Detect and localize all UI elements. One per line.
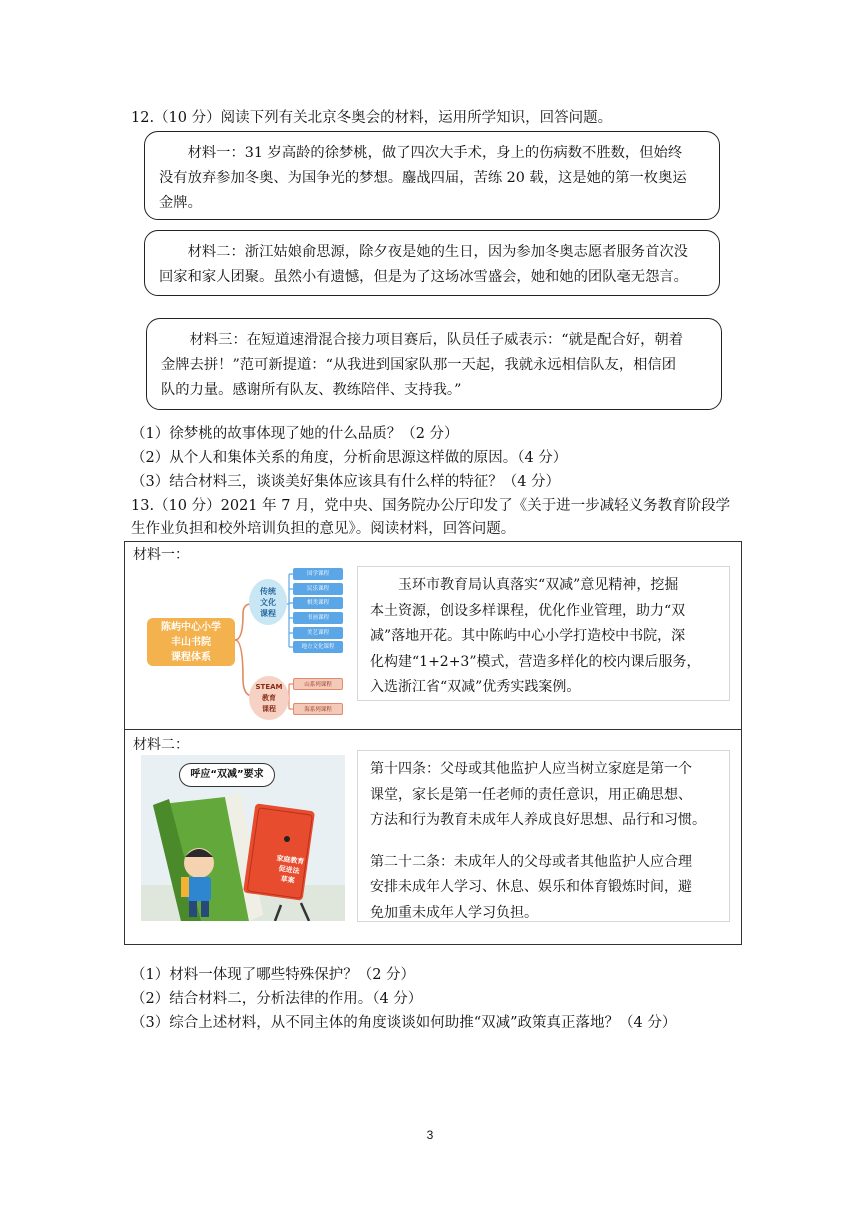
material-2-text-box [357, 750, 730, 922]
branch-node-line: 课程 [260, 609, 276, 618]
q12-header: 12.（10 分）阅读下列有关北京冬奥会的材料，运用所学知识，回答问题。 [131, 110, 613, 126]
material-2-line: 回家和家人团聚。虽然小有遗憾，但是为了这场冰雪盛会，她和她的团队毫无怨言。 [159, 269, 688, 285]
course-leaf: 国学课程 [293, 568, 343, 580]
material-3-line: 队的力量。感谢所有队友、教练陪伴、支持我。” [161, 382, 462, 398]
law-book-title-line: 家庭教育 [275, 854, 305, 867]
material-2-line: 材料二：浙江姑娘俞思源，除夕夜是她的生日，因为参加冬奥志愿者服务首次没 [187, 244, 688, 260]
material-2-text-line: 第十四条：父母或其他监护人应当树立家庭是第一个 [370, 761, 692, 777]
root-node-line: 丰山书院 [171, 637, 211, 648]
material-1-text-line: 化构建“1+2+3”模式，营造多样化的校内课后服务， [370, 653, 701, 670]
material-2-label: 材料二： [133, 737, 189, 753]
material-1-text-line: 入选浙江省“双减”优秀实践案例。 [370, 679, 581, 695]
material-3-line: 材料三：在短道速滑混合接力项目赛后，队员任子威表示：“就是配合好，朝着 [189, 332, 683, 348]
material-1-text-line: 本土资源，创设多样课程，优化作业管理，助力“双 [370, 602, 686, 619]
q13-header-line-1: 13.（10 分）2021 年 7 月，党中央、国务院办公厅印发了《关于进一步减轻义务教育阶段学 [131, 498, 731, 514]
material-2-text-line: 方法和行为教育未成年人养成良好思想、品行和习惯。 [370, 812, 706, 828]
q13-sub-question-2: （2）结合材料二，分析法律的作用。（4 分） [131, 991, 423, 1007]
steam-branch-node [249, 676, 289, 720]
q12-sub-question-3: （3）结合材料三，谈谈美好集体应该具有什么样的特征？（4 分） [131, 474, 561, 490]
root-node-line: 陈屿中心小学 [161, 622, 221, 633]
material-1-text-box [357, 566, 730, 701]
course-leaf: 山系列课程 [293, 678, 343, 690]
law-book-title [265, 852, 313, 888]
q13-sub-question-1: （1）材料一体现了哪些特殊保护？（2 分） [131, 967, 416, 983]
course-leaf: 书画课程 [293, 612, 343, 624]
q13-header-line-2: 生作业负担和校外培训负担的意见》。阅读材料，回答问题。 [131, 521, 516, 537]
branch-node-line: 文化 [260, 598, 276, 607]
material-2-text-line: 安排未成年人学习、休息、娱乐和体育锻炼时间，避 [370, 879, 692, 895]
branch-node-line: 教育 [262, 694, 276, 702]
material-2-box [144, 230, 720, 296]
course-system-root-node [147, 618, 235, 666]
material-1-box [144, 131, 720, 220]
branch-node-line: 传统 [260, 587, 276, 596]
material-1-label: 材料一： [133, 547, 189, 563]
course-leaf: 棋类课程 [293, 597, 343, 609]
material-3-line: 金牌去拼！”范可新提道：“从我进到国家队那一天起，我就永远相信队友，相信团 [161, 357, 677, 373]
double-reduction-cartoon [141, 755, 345, 921]
material-2-text-line: 第二十二条：未成年人的父母或者其他监护人应合理 [370, 853, 692, 870]
page-number: 3 [426, 1128, 434, 1142]
course-system-diagram [143, 554, 343, 724]
law-book-title-line: 草案 [280, 874, 296, 885]
speech-bubble: 呼应“双减”要求 [179, 763, 275, 787]
material-3-box [146, 318, 722, 410]
course-leaf: 海系列课程 [293, 703, 343, 715]
material-1-text-line: 玉环市教育局认真落实“双减”意见精神，挖掘 [398, 577, 679, 593]
course-leaf: 地方文化课程 [293, 641, 343, 653]
traditional-culture-branch-node [249, 579, 287, 625]
q13-materials-table [124, 541, 742, 945]
table-divider [125, 729, 741, 730]
q12-sub-question-1: （1）徐梦桃的故事体现了她的什么品质？（2 分） [131, 426, 459, 442]
material-1-line: 材料一：31 岁高龄的徐梦桃，做了四次大手术，身上的伤病数不胜数，但始终 [187, 145, 683, 161]
q13-sub-question-3: （3）综合上述材料，从不同主体的角度谈谈如何助推“双减”政策真正落地？（4 分） [131, 1015, 677, 1031]
material-1-text-line: 减”落地开花。其中陈屿中心小学打造校中书院，深 [370, 628, 686, 644]
material-2-text-line: 课堂，家长是第一任老师的责任意识，用正确思想、 [370, 786, 692, 803]
course-leaf: 民乐课程 [293, 583, 343, 595]
q12-sub-question-2: （2）从个人和集体关系的角度，分析俞思源这样做的原因。（4 分） [131, 450, 568, 466]
material-1-line: 金牌。 [159, 195, 202, 211]
law-book-title-line: 促进法 [278, 864, 300, 876]
course-leaf: 美艺课程 [293, 627, 343, 639]
material-1-line: 没有放弃参加冬奥、为国争光的梦想。鏖战四届，苦练 20 载，这是她的第一枚奥运 [159, 170, 687, 186]
paragraph-spacer [370, 834, 717, 850]
material-2-text-line: 免加重未成年人学习负担。 [370, 904, 538, 921]
root-node-line: 课程体系 [171, 652, 211, 663]
branch-node-line: STEAM [255, 683, 283, 691]
branch-node-line: 课程 [262, 705, 276, 713]
